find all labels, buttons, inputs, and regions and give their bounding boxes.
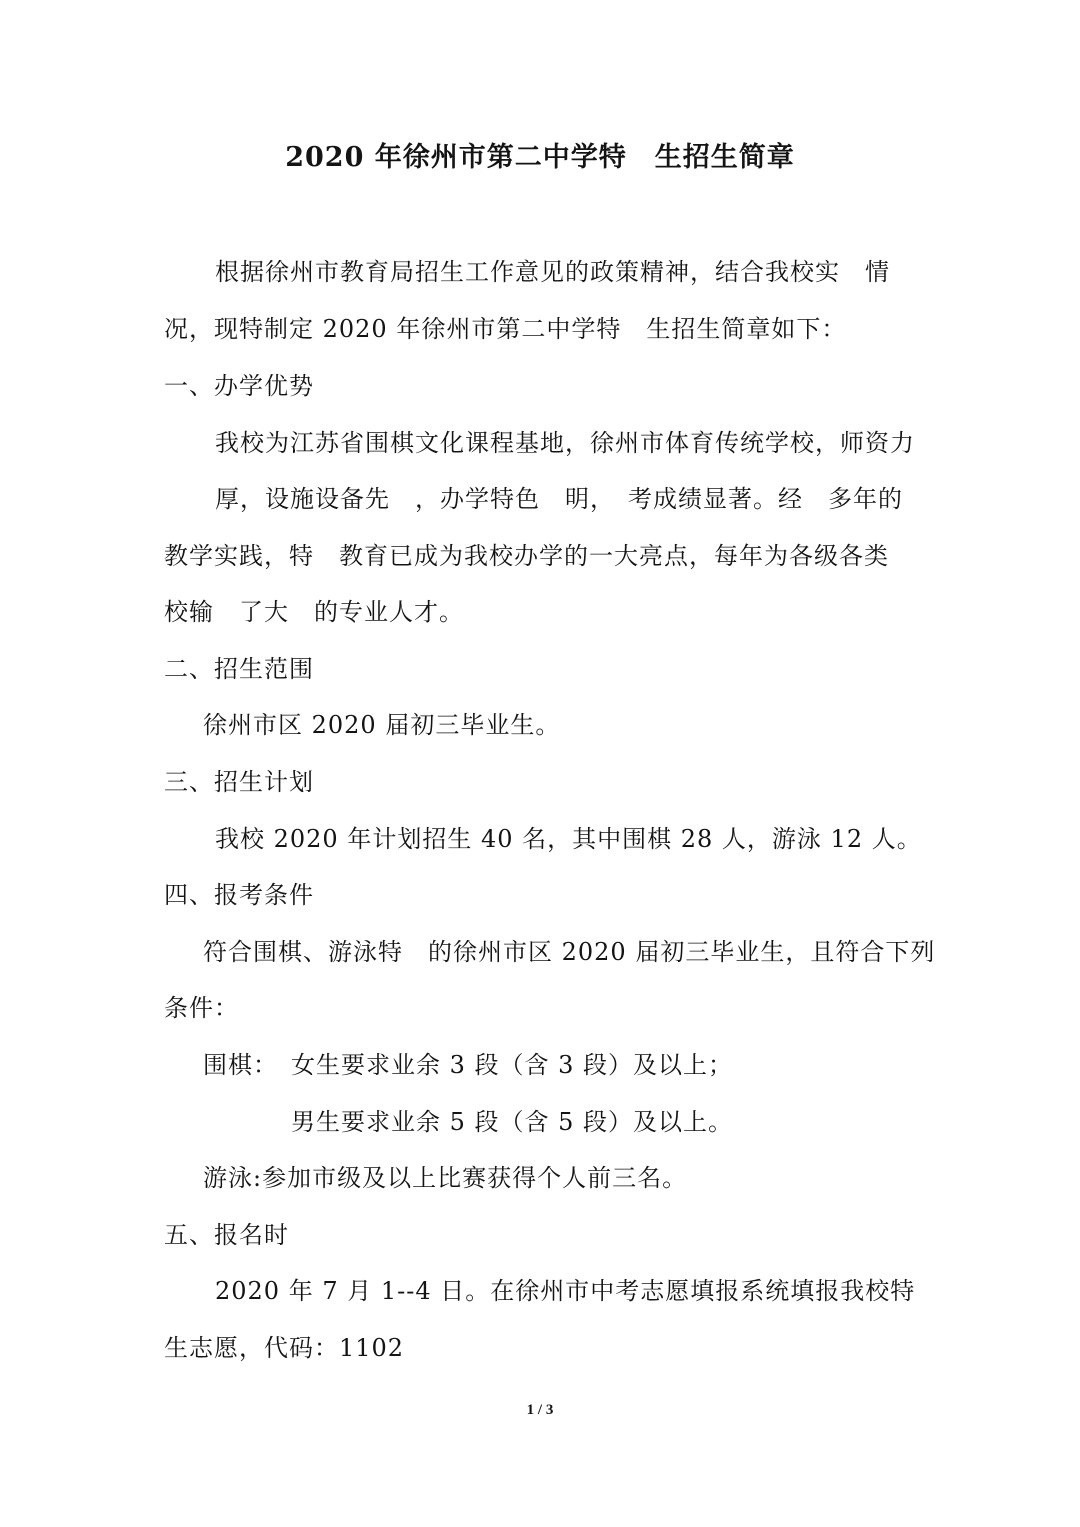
paragraph-line: 厚，设施设备先 ，办学特色 明， 考成绩显著。经 多年的 <box>215 485 903 513</box>
document-title: 2020 年徐州市第二中学特 生招生简章 <box>285 142 795 173</box>
paragraph-line: 我校为江苏省围棋文化课程基地，徐州市体育传统学校，师资力 <box>215 429 915 457</box>
paragraph-line: 生志愿，代码：1102 <box>164 1334 405 1362</box>
paragraph-line: 校输 了大 的专业人才。 <box>164 598 464 626</box>
paragraph-line: 围棋： 女生要求业余 3 段（含 3 段）及以上； <box>203 1051 734 1079</box>
paragraph-line: 游泳:参加市级及以上比赛获得个人前三名。 <box>203 1164 688 1192</box>
section-heading: 二、招生范围 <box>164 655 314 683</box>
section-heading: 五、报名时 <box>164 1221 289 1249</box>
paragraph-line: 条件： <box>164 994 239 1022</box>
paragraph-line: 根据徐州市教育局招生工作意见的政策精神，结合我校实 情 <box>215 258 890 286</box>
section-heading: 一、办学优势 <box>164 372 314 400</box>
paragraph-line: 我校 2020 年计划招生 40 名，其中围棋 28 人，游泳 12 人。 <box>215 825 922 853</box>
section-heading: 三、招生计划 <box>164 768 314 796</box>
paragraph-line: 徐州市区 2020 届初三毕业生。 <box>203 711 561 739</box>
page-number: 1 / 3 <box>526 1402 554 1418</box>
paragraph-line: 符合围棋、游泳特 的徐州市区 2020 届初三毕业生，且符合下列 <box>203 938 936 966</box>
paragraph-line: 教学实践，特 教育已成为我校办学的一大亮点，每年为各级各类 <box>164 542 889 570</box>
paragraph-line: 男生要求业余 5 段（含 5 段）及以上。 <box>291 1108 734 1136</box>
section-heading: 四、报考条件 <box>164 881 314 909</box>
paragraph-line: 2020 年 7 月 1--4 日。在徐州市中考志愿填报系统填报我校特 <box>215 1277 916 1305</box>
paragraph-line: 况，现特制定 2020 年徐州市第二中学特 生招生简章如下： <box>164 315 847 343</box>
